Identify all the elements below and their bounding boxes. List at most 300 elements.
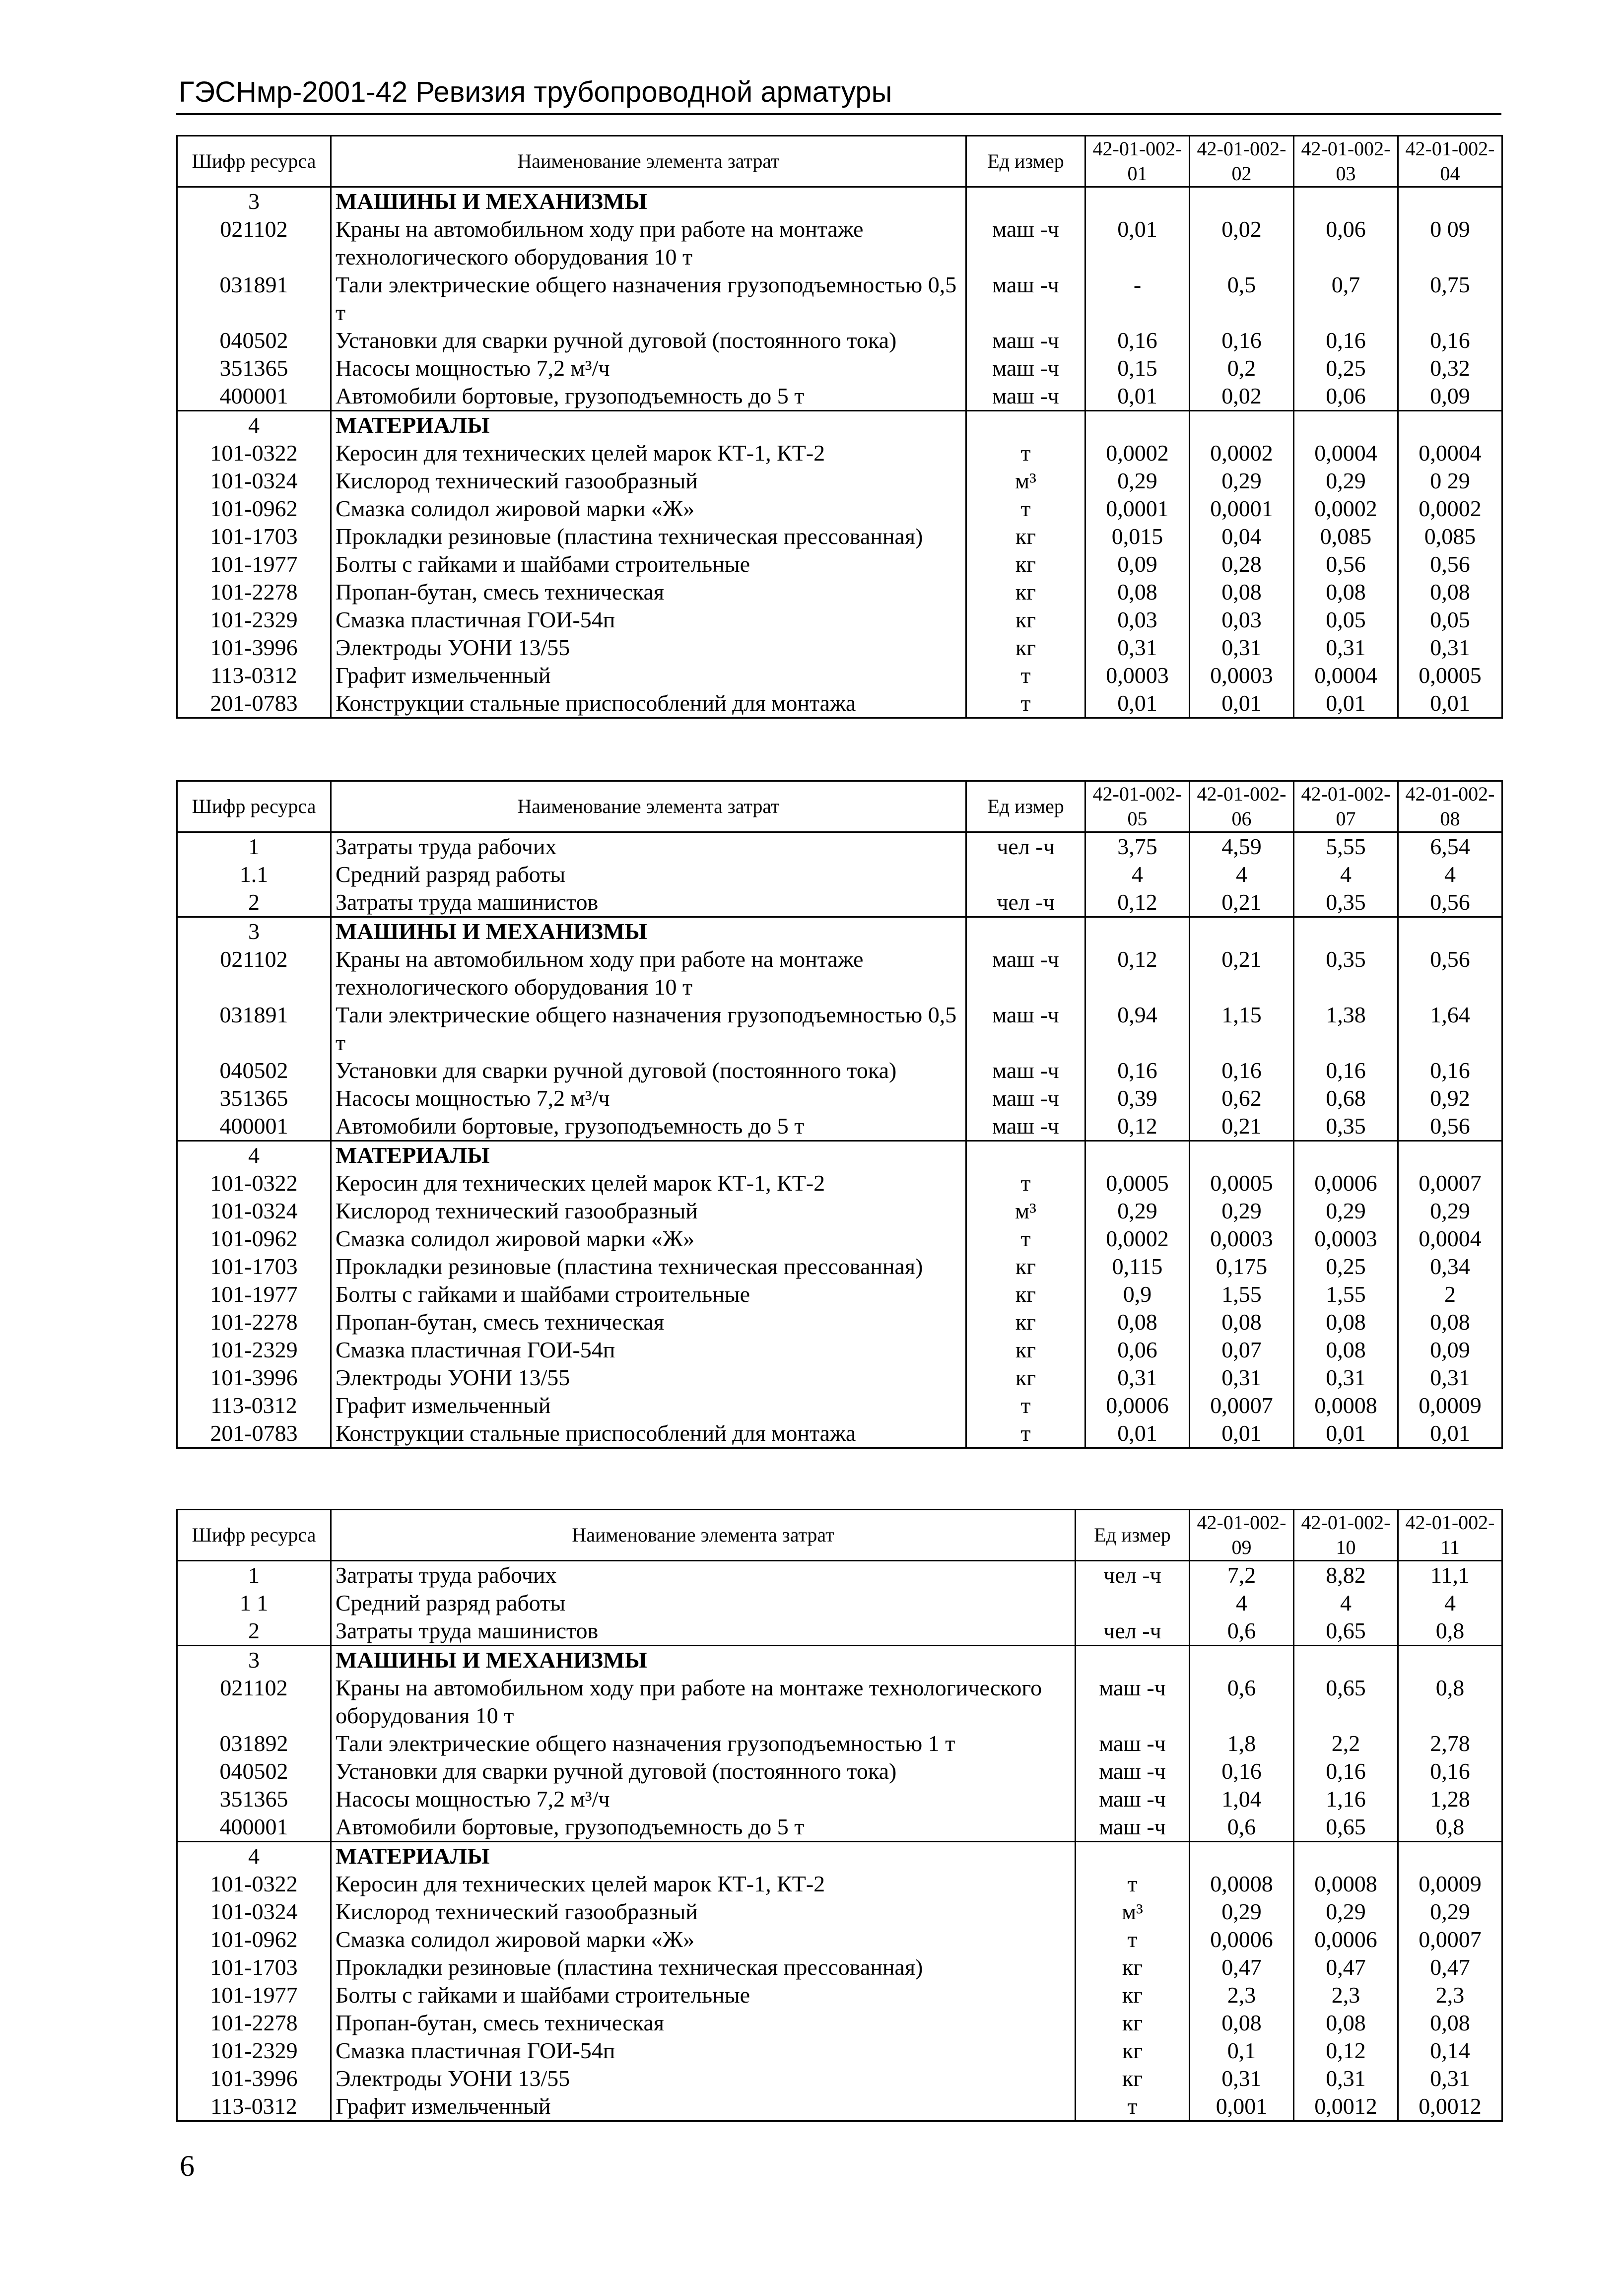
value-cell: 0,06 (1294, 382, 1398, 411)
value-cell (1190, 411, 1294, 440)
table-row (177, 1392, 1502, 1419)
resource-code: 4 (177, 411, 331, 440)
unit: кг (966, 523, 1085, 550)
value-cell (1190, 1646, 1294, 1675)
value-cell: 0,94 (1085, 1001, 1190, 1057)
value-cell: 0,0009 (1398, 1392, 1502, 1419)
unit: кг (966, 634, 1085, 662)
value-cell: 2,3 (1294, 1981, 1398, 2009)
value-cell (1398, 411, 1502, 440)
table-row (177, 1926, 1502, 1953)
value-cell: 0,08 (1398, 2009, 1502, 2037)
resource-code: 201-0783 (177, 1419, 331, 1448)
value-cell: 0,0001 (1190, 495, 1294, 523)
value-cell: 0,16 (1085, 1057, 1190, 1084)
section-heading: МАТЕРИАЛЫ (331, 1141, 966, 1170)
value-cell: 0,08 (1398, 578, 1502, 606)
value-cell: 0,0001 (1085, 495, 1190, 523)
table-row (177, 1589, 1502, 1617)
value-cell: 0,56 (1294, 550, 1398, 578)
unit: м³ (966, 467, 1085, 495)
value-cell: 4 (1190, 1589, 1294, 1617)
unit: кг (1076, 1981, 1190, 2009)
resource-code: 101-2329 (177, 2037, 331, 2065)
value-cell: 0,09 (1085, 550, 1190, 578)
resource-code: 101-0322 (177, 1870, 331, 1898)
section-heading: МАТЕРИАЛЫ (331, 1842, 1076, 1871)
table-row (177, 467, 1502, 495)
table-row (177, 1757, 1502, 1785)
unit: кг (1076, 1953, 1190, 1981)
value-cell: 0,75 (1398, 271, 1502, 327)
resource-code: 101-2278 (177, 1308, 331, 1336)
table-row (177, 1169, 1502, 1197)
resource-name: Краны на автомобильном ходу при работе на монтаже технологического оборудования 10 т (331, 1674, 1076, 1730)
resource-code: 101-0324 (177, 467, 331, 495)
resource-name: Смазка пластичная ГОИ-54п (331, 1336, 966, 1364)
unit: т (966, 1419, 1085, 1448)
value-cell: 0,16 (1190, 1757, 1294, 1785)
resource-name: Электроды УОНИ 13/55 (331, 634, 966, 662)
value-cell (1085, 187, 1190, 216)
value-cell: 0,0002 (1294, 495, 1398, 523)
value-cell: 8,82 (1294, 1561, 1398, 1590)
value-cell: 0,56 (1398, 550, 1502, 578)
resource-name: Краны на автомобильном ходу при работе на монтаже технологического оборудования 10 т (331, 945, 966, 1001)
value-cell: 0,0008 (1294, 1392, 1398, 1419)
table-row (177, 2092, 1502, 2121)
resource-name: Тали электрические общего назначения грузоподъемностью 0,5 т (331, 271, 966, 327)
resource-code: 031891 (177, 271, 331, 327)
value-cell: 0,0006 (1294, 1926, 1398, 1953)
unit: маш -ч (966, 945, 1085, 1001)
section-heading: МАШИНЫ И МЕХАНИЗМЫ (331, 187, 966, 216)
unit: т (1076, 2092, 1190, 2121)
value-cell: 0,0003 (1190, 1225, 1294, 1253)
value-cell: 0,62 (1190, 1084, 1294, 1112)
resource-name: Средний разряд работы (331, 1589, 1076, 1617)
table-row (177, 1364, 1502, 1392)
resource-code: 101-0962 (177, 1225, 331, 1253)
unit: т (966, 1392, 1085, 1419)
table-header-row (177, 136, 1502, 187)
value-cell: 0,6 (1190, 1674, 1294, 1730)
resource-name: Прокладки резиновые (пластина техническая прессованная) (331, 1953, 1076, 1981)
value-cell: 0,01 (1398, 689, 1502, 718)
value-cell: 1,28 (1398, 1785, 1502, 1813)
column-header: 42-01-002-08 (1398, 781, 1502, 832)
unit: чел -ч (966, 888, 1085, 917)
resource-name: Конструкции стальные приспособлений для монтажа (331, 1419, 966, 1448)
unit: кг (1076, 2037, 1190, 2065)
value-cell: 0,35 (1294, 1112, 1398, 1141)
unit: кг (1076, 2009, 1190, 2037)
table-row (177, 439, 1502, 467)
value-cell: 0,0007 (1190, 1392, 1294, 1419)
value-cell (1085, 917, 1190, 946)
resource-code: 4 (177, 1141, 331, 1170)
value-cell: 0,0003 (1294, 1225, 1398, 1253)
resource-name: Средний разряд работы (331, 861, 966, 888)
resource-name: Болты с гайками и шайбами строительные (331, 1280, 966, 1308)
resource-name: Пропан-бутан, смесь техническая (331, 1308, 966, 1336)
value-cell: 0,28 (1190, 550, 1294, 578)
unit: т (966, 495, 1085, 523)
value-cell: 0,34 (1398, 1253, 1502, 1280)
value-cell: 0,29 (1085, 1197, 1190, 1225)
table-row (177, 888, 1502, 917)
resource-name: Установки для сварки ручной дуговой (постоянного тока) (331, 1057, 966, 1084)
value-cell: 0,08 (1294, 2009, 1398, 2037)
table-row (177, 2009, 1502, 2037)
unit: маш -ч (1076, 1813, 1190, 1842)
table-row (177, 1981, 1502, 2009)
resource-name: Керосин для технических целей марок КТ-1, КТ-2 (331, 1870, 1076, 1898)
table-row (177, 634, 1502, 662)
table-row (177, 1057, 1502, 1084)
value-cell: 0,31 (1398, 1364, 1502, 1392)
running-header: ГЭСНмр-2001-42 Ревизия трубопроводной арматуры (179, 76, 892, 108)
value-cell: 0,29 (1085, 467, 1190, 495)
value-cell: 0,09 (1398, 382, 1502, 411)
resource-name: Кислород технический газообразный (331, 467, 966, 495)
value-cell: 0,47 (1294, 1953, 1398, 1981)
value-cell: 1,15 (1190, 1001, 1294, 1057)
resource-name: Насосы мощностью 7,2 м³/ч (331, 1785, 1076, 1813)
column-header: 42-01-002-10 (1294, 1510, 1398, 1561)
value-cell: 0,08 (1085, 578, 1190, 606)
value-cell: 2,3 (1190, 1981, 1294, 2009)
unit: чел -ч (1076, 1617, 1190, 1646)
value-cell: 0,09 (1398, 1336, 1502, 1364)
value-cell: 0,29 (1294, 1898, 1398, 1926)
resource-code: 101-0322 (177, 439, 331, 467)
value-cell: 0,0004 (1398, 1225, 1502, 1253)
column-header: Ед измер (966, 781, 1085, 832)
resource-code: 101-2329 (177, 1336, 331, 1364)
resource-code: 3 (177, 187, 331, 216)
value-cell: 0,12 (1085, 1112, 1190, 1141)
table-row (177, 689, 1502, 718)
unit (1076, 1842, 1190, 1871)
unit: чел -ч (966, 832, 1085, 861)
resource-code: 1 (177, 832, 331, 861)
resource-name: Графит измельченный (331, 2092, 1076, 2121)
resource-name: Керосин для технических целей марок КТ-1, КТ-2 (331, 439, 966, 467)
resource-name: Автомобили бортовые, грузоподъемность до 5 т (331, 1112, 966, 1141)
value-cell: 0,08 (1190, 1308, 1294, 1336)
table-row (177, 1001, 1502, 1057)
value-cell (1398, 917, 1502, 946)
resource-name: Графит измельченный (331, 1392, 966, 1419)
value-cell: 0,25 (1294, 354, 1398, 382)
value-cell: 0,08 (1294, 1336, 1398, 1364)
value-cell: 0,015 (1085, 523, 1190, 550)
unit: маш -ч (966, 1112, 1085, 1141)
resource-code: 101-1977 (177, 1280, 331, 1308)
column-header: Наименование элемента затрат (331, 136, 966, 187)
resource-code: 113-0312 (177, 2092, 331, 2121)
resource-name: Пропан-бутан, смесь техническая (331, 578, 966, 606)
resource-code: 040502 (177, 1057, 331, 1084)
value-cell: 0,47 (1398, 1953, 1502, 1981)
value-cell: 0,21 (1190, 888, 1294, 917)
value-cell: 0,16 (1085, 327, 1190, 354)
value-cell: 0,35 (1294, 888, 1398, 917)
resource-code: 031891 (177, 1001, 331, 1057)
value-cell: 0,08 (1294, 578, 1398, 606)
value-cell: - (1085, 271, 1190, 327)
value-cell: 0,31 (1190, 1364, 1294, 1392)
value-cell: 0,115 (1085, 1253, 1190, 1280)
section-heading: МАТЕРИАЛЫ (331, 411, 966, 440)
unit: маш -ч (966, 327, 1085, 354)
column-header: Наименование элемента затрат (331, 781, 966, 832)
value-cell (1294, 1141, 1398, 1170)
table-row (177, 917, 1502, 946)
resource-table-3 (176, 1509, 1503, 2122)
column-header: Наименование элемента затрат (331, 1510, 1076, 1561)
value-cell: 0,65 (1294, 1813, 1398, 1842)
unit: маш -ч (1076, 1785, 1190, 1813)
unit: т (1076, 1870, 1190, 1898)
resource-name: Прокладки резиновые (пластина техническая прессованная) (331, 1253, 966, 1280)
column-header: Шифр ресурса (177, 1510, 331, 1561)
resource-code: 3 (177, 917, 331, 946)
resource-name: Кислород технический газообразный (331, 1898, 1076, 1926)
resource-name: Керосин для технических целей марок КТ-1, КТ-2 (331, 1169, 966, 1197)
value-cell: 1,55 (1190, 1280, 1294, 1308)
resource-name: Насосы мощностью 7,2 м³/ч (331, 354, 966, 382)
unit: маш -ч (966, 1057, 1085, 1084)
table-row (177, 832, 1502, 861)
value-cell: 0,29 (1190, 1197, 1294, 1225)
unit: т (966, 439, 1085, 467)
resource-name: Затраты труда рабочих (331, 1561, 1076, 1590)
resource-name: Тали электрические общего назначения грузоподъемностью 1 т (331, 1730, 1076, 1757)
value-cell: 4,59 (1190, 832, 1294, 861)
table-row (177, 1084, 1502, 1112)
column-header: Ед измер (966, 136, 1085, 187)
value-cell: 4 (1294, 861, 1398, 888)
value-cell: 1,8 (1190, 1730, 1294, 1757)
value-cell: 0,085 (1294, 523, 1398, 550)
resource-name: Болты с гайками и шайбами строительные (331, 1981, 1076, 2009)
unit: кг (966, 1336, 1085, 1364)
value-cell: 0,0006 (1294, 1169, 1398, 1197)
resource-name: Установки для сварки ручной дуговой (постоянного тока) (331, 327, 966, 354)
value-cell: 2,2 (1294, 1730, 1398, 1757)
value-cell: 0,0002 (1085, 439, 1190, 467)
value-cell: 0 09 (1398, 215, 1502, 271)
value-cell: 0,16 (1294, 1757, 1398, 1785)
unit: маш -ч (966, 382, 1085, 411)
unit: кг (966, 1253, 1085, 1280)
value-cell: 0,8 (1398, 1813, 1502, 1842)
column-header: 42-01-002-09 (1190, 1510, 1294, 1561)
resource-code: 113-0312 (177, 1392, 331, 1419)
resource-name: Смазка пластичная ГОИ-54п (331, 2037, 1076, 2065)
value-cell: 0,0004 (1398, 439, 1502, 467)
resource-name: Автомобили бортовые, грузоподъемность до 5 т (331, 382, 966, 411)
unit: маш -ч (1076, 1730, 1190, 1757)
table-row (177, 1419, 1502, 1448)
table-row (177, 1141, 1502, 1170)
column-header: 42-01-002-02 (1190, 136, 1294, 187)
value-cell: 0,16 (1190, 327, 1294, 354)
value-cell: 0,14 (1398, 2037, 1502, 2065)
value-cell: 0,0002 (1085, 1225, 1190, 1253)
table-row (177, 2065, 1502, 2092)
resource-name: Электроды УОНИ 13/55 (331, 1364, 966, 1392)
resource-name: Смазка пластичная ГОИ-54п (331, 606, 966, 634)
value-cell: 2,3 (1398, 1981, 1502, 2009)
value-cell: 0,56 (1398, 1112, 1502, 1141)
unit: т (966, 662, 1085, 689)
value-cell: 0,56 (1398, 945, 1502, 1001)
value-cell: 0,0005 (1398, 662, 1502, 689)
value-cell: 1,38 (1294, 1001, 1398, 1057)
resource-code: 351365 (177, 1785, 331, 1813)
resource-code: 201-0783 (177, 689, 331, 718)
value-cell: 0,31 (1398, 2065, 1502, 2092)
value-cell: 0,31 (1085, 634, 1190, 662)
value-cell: 0,02 (1190, 215, 1294, 271)
unit (1076, 1589, 1190, 1617)
value-cell: 0,0005 (1085, 1169, 1190, 1197)
resource-name: Конструкции стальные приспособлений для монтажа (331, 689, 966, 718)
value-cell: 3,75 (1085, 832, 1190, 861)
value-cell: 4 (1398, 861, 1502, 888)
value-cell (1294, 187, 1398, 216)
value-cell: 0,7 (1294, 271, 1398, 327)
value-cell: 0,31 (1294, 2065, 1398, 2092)
value-cell: 0,01 (1190, 1419, 1294, 1448)
table-header-row (177, 781, 1502, 832)
value-cell: 0,08 (1398, 1308, 1502, 1336)
value-cell: 2 (1398, 1280, 1502, 1308)
value-cell: 2,78 (1398, 1730, 1502, 1757)
value-cell: 0,25 (1294, 1253, 1398, 1280)
resource-code: 400001 (177, 1813, 331, 1842)
value-cell: 1,64 (1398, 1001, 1502, 1057)
resource-code: 040502 (177, 327, 331, 354)
value-cell: 0,0008 (1190, 1870, 1294, 1898)
value-cell: 0,92 (1398, 1084, 1502, 1112)
unit: кг (966, 1364, 1085, 1392)
resource-name: Смазка солидол жировой марки «Ж» (331, 1926, 1076, 1953)
column-header: Шифр ресурса (177, 136, 331, 187)
value-cell: 0,31 (1398, 634, 1502, 662)
value-cell: 0,12 (1294, 2037, 1398, 2065)
table-row (177, 382, 1502, 411)
unit: м³ (966, 1197, 1085, 1225)
value-cell: 0,0004 (1294, 662, 1398, 689)
table-row (177, 1308, 1502, 1336)
value-cell: 0,1 (1190, 2037, 1294, 2065)
resource-code: 101-3996 (177, 634, 331, 662)
value-cell: 0,2 (1190, 354, 1294, 382)
resource-name: Прокладки резиновые (пластина техническая прессованная) (331, 523, 966, 550)
value-cell (1294, 917, 1398, 946)
unit: т (966, 1169, 1085, 1197)
value-cell (1085, 1141, 1190, 1170)
value-cell: 0,56 (1398, 888, 1502, 917)
table-row (177, 215, 1502, 271)
value-cell: 0,31 (1190, 2065, 1294, 2092)
value-cell: 0,29 (1294, 1197, 1398, 1225)
table-row (177, 1842, 1502, 1871)
value-cell: 0,39 (1085, 1084, 1190, 1112)
value-cell: 0,0007 (1398, 1926, 1502, 1953)
value-cell: 0,0006 (1085, 1392, 1190, 1419)
section-heading: МАШИНЫ И МЕХАНИЗМЫ (331, 917, 966, 946)
value-cell: 0,5 (1190, 271, 1294, 327)
resource-name: Смазка солидол жировой марки «Ж» (331, 1225, 966, 1253)
resource-code: 3 (177, 1646, 331, 1675)
table-row (177, 1336, 1502, 1364)
value-cell: 0,29 (1190, 1898, 1294, 1926)
table-row (177, 1253, 1502, 1280)
value-cell: 0 29 (1398, 467, 1502, 495)
resource-name: Графит измельченный (331, 662, 966, 689)
resource-code: 101-1703 (177, 1253, 331, 1280)
resource-code: 101-0322 (177, 1169, 331, 1197)
table-row (177, 495, 1502, 523)
value-cell: 0,085 (1398, 523, 1502, 550)
resource-code: 2 (177, 888, 331, 917)
value-cell (1190, 187, 1294, 216)
table-row (177, 1674, 1502, 1730)
value-cell: 0,16 (1398, 1757, 1502, 1785)
header-rule (176, 113, 1501, 115)
resource-code: 101-1703 (177, 523, 331, 550)
value-cell: 0,0003 (1085, 662, 1190, 689)
value-cell: 0,8 (1398, 1674, 1502, 1730)
resource-name: Тали электрические общего назначения грузоподъемностью 0,5 т (331, 1001, 966, 1057)
value-cell: 0,16 (1398, 327, 1502, 354)
table-header-row (177, 1510, 1502, 1561)
resource-code: 040502 (177, 1757, 331, 1785)
resource-name: Пропан-бутан, смесь техническая (331, 2009, 1076, 2037)
resource-name: Кислород технический газообразный (331, 1197, 966, 1225)
value-cell: 4 (1398, 1589, 1502, 1617)
table-row (177, 271, 1502, 327)
value-cell (1294, 1646, 1398, 1675)
value-cell: 0,29 (1190, 467, 1294, 495)
value-cell: 0,6 (1190, 1813, 1294, 1842)
value-cell: 0,06 (1085, 1336, 1190, 1364)
resource-code: 400001 (177, 1112, 331, 1141)
unit: маш -ч (966, 271, 1085, 327)
unit: маш -ч (966, 1084, 1085, 1112)
table-row (177, 1225, 1502, 1253)
resource-code: 031892 (177, 1730, 331, 1757)
value-cell: 0,01 (1294, 689, 1398, 718)
value-cell: 0,31 (1085, 1364, 1190, 1392)
value-cell: 0,16 (1190, 1057, 1294, 1084)
value-cell: 0,001 (1190, 2092, 1294, 2121)
value-cell: 0,175 (1190, 1253, 1294, 1280)
unit: кг (966, 1308, 1085, 1336)
unit: кг (1076, 2065, 1190, 2092)
value-cell: 0,0002 (1398, 495, 1502, 523)
value-cell: 0,32 (1398, 354, 1502, 382)
value-cell (1398, 187, 1502, 216)
value-cell: 0,65 (1294, 1674, 1398, 1730)
table-row (177, 1898, 1502, 1926)
value-cell: 0,08 (1190, 2009, 1294, 2037)
